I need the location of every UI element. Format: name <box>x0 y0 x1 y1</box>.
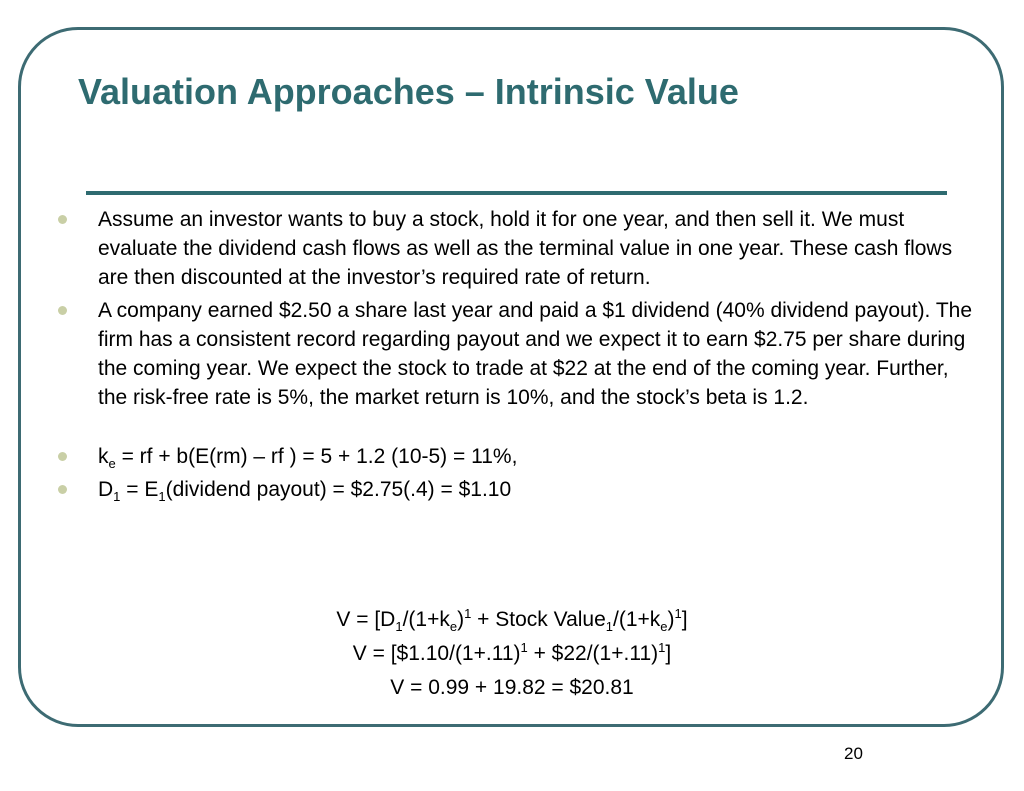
bullet-icon <box>58 485 67 494</box>
formula-line-general <box>0 603 1024 637</box>
formula-text: ) <box>457 608 465 631</box>
d1-formula: (dividend payout) = $2.75(.4) = $1.10 <box>165 478 512 501</box>
ke-subscript: e <box>108 456 116 472</box>
formula-superscript: 1 <box>520 640 528 655</box>
page-number: 20 <box>844 744 863 763</box>
bullet-icon <box>58 306 67 315</box>
e1-subscript: 1 <box>158 489 166 505</box>
formula-line-result: V = 0.99 + 19.82 = $20.81 <box>390 676 634 699</box>
formula-superscript: 1 <box>658 640 666 655</box>
formula-text: /(1+k <box>402 608 450 631</box>
formula-text: ) <box>667 608 675 631</box>
formula-subscript: e <box>660 619 668 635</box>
slide-title: Valuation Approaches – Intrinsic Value <box>78 71 739 112</box>
formula-text: /(1+k <box>613 608 661 631</box>
valuation-formulas <box>0 603 1024 705</box>
formula-subscript: e <box>449 619 458 635</box>
formula-text: + Stock Value <box>471 608 606 631</box>
ke-formula: = rf + b(E(rm) – rf ) = 5 + 1.2 (10-5) = 11%, <box>115 445 518 468</box>
formula-text: V = [D <box>336 608 396 631</box>
d1-equals-e: = E <box>120 478 159 501</box>
formula-subscript: 1 <box>395 619 403 635</box>
formula-subscript: 1 <box>605 619 614 635</box>
bullet-text: A company earned $2.50 a share last year and paid a $1 dividend (40% dividend payout). The firm has a consistent record regarding payout and we expect it to earn $2.75 per share during the coming year. We expect the stock to trade at $22 at the end of the coming year. Further, the risk-free rate is 5%, the market return is 10%, and the stock’s beta is 1.2. <box>98 299 973 409</box>
formula-superscript: 1 <box>464 606 472 621</box>
formula-text: ] <box>665 642 672 665</box>
bullet-icon <box>58 215 67 224</box>
bullet-list <box>58 205 973 508</box>
bullet-item-dividend <box>58 475 973 504</box>
bullet-text: Assume an investor wants to buy a stock, hold it for one year, and then sell it. We must evaluate the dividend cash flows as well as the terminal value in one year. These cash flows are then discounted at the investor’s required rate of return. <box>98 208 953 289</box>
formula-text: + $22/(1+.11) <box>527 642 659 665</box>
title-underline <box>86 191 947 195</box>
bullet-item <box>58 205 973 292</box>
ke-symbol: k <box>98 445 109 468</box>
bullet-item-cost-of-equity <box>58 442 973 471</box>
formula-text: V = [$1.10/(1+.11) <box>352 642 521 665</box>
bullet-item <box>58 296 973 412</box>
formula-line-substituted <box>0 637 1024 671</box>
formula-superscript: 1 <box>674 606 682 621</box>
bullet-icon <box>58 452 67 461</box>
d1-symbol: D <box>98 478 114 501</box>
d1-subscript: 1 <box>113 489 121 505</box>
formula-text: ] <box>681 608 688 631</box>
